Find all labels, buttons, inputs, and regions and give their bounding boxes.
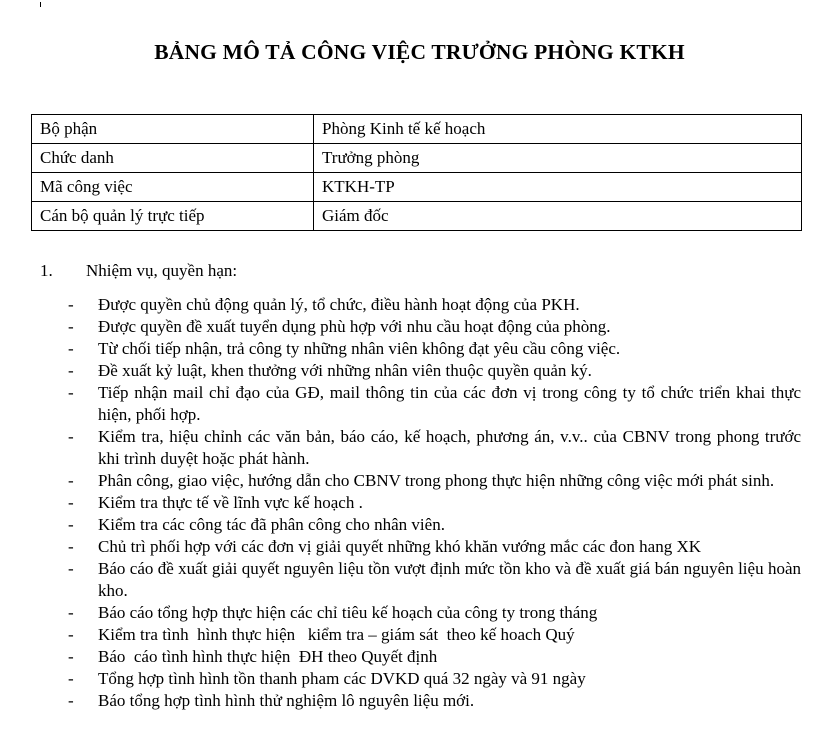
- section-number: 1.: [40, 261, 53, 280]
- bullet-dash: -: [68, 317, 74, 336]
- task-text: Đề xuất kỷ luật, khen thưởng với những nhân viên thuộc quyền quản ký.: [98, 361, 592, 380]
- task-text: Kiểm tra các công tác đã phân công cho nhân viên.: [98, 515, 445, 534]
- list-item: [66, 690, 801, 712]
- bullet-dash: -: [68, 669, 74, 688]
- bullet-dash: -: [68, 383, 74, 402]
- list-item: [66, 492, 801, 514]
- list-item: [66, 558, 801, 602]
- list-item: [66, 646, 801, 668]
- row-label-job-code: Mã công việc: [32, 173, 314, 202]
- bullet-dash: -: [68, 603, 74, 622]
- task-text: Tiếp nhận mail chỉ đạo của GĐ, mail thông tin của các đơn vị trong công ty tổ chức triển khai thực hiện, phối hợp.: [98, 383, 801, 424]
- task-text: Phân công, giao việc, hướng dẫn cho CBNV trong phong thực hiện những công việc mới phát sinh.: [98, 471, 775, 490]
- list-item: [66, 536, 801, 558]
- row-value-job-code: KTKH-TP: [314, 173, 802, 202]
- task-text: Chủ trì phối hợp với các đơn vị giải quyết những khó khăn vướng mắc các đon hang XK: [98, 537, 701, 556]
- page-corner-mark: [40, 2, 41, 7]
- document-title: BẢNG MÔ TẢ CÔNG VIỆC TRƯỞNG PHÒNG KTKH: [154, 40, 685, 64]
- task-text: Báo tổng hợp tình hình thử nghiệm lô nguyên liệu mới.: [98, 691, 475, 710]
- table-row: [32, 173, 802, 202]
- section-heading: [40, 260, 237, 282]
- list-item: [66, 426, 801, 470]
- list-item: [66, 470, 801, 492]
- bullet-dash: -: [68, 647, 74, 666]
- bullet-dash: -: [68, 493, 74, 512]
- task-text: Kiểm tra thực tế về lĩnh vực kế hoạch .: [98, 493, 363, 512]
- task-text: Báo cáo đề xuất giải quyết nguyên liệu tồn vượt định mức tồn kho và đề xuất giá bán nguyên liệu hoàn kho.: [98, 559, 801, 600]
- bullet-dash: -: [68, 559, 74, 578]
- bullet-dash: -: [68, 339, 74, 358]
- bullet-dash: -: [68, 515, 74, 534]
- row-label-direct-manager: Cán bộ quản lý trực tiếp: [32, 202, 314, 231]
- job-info-table: [31, 114, 802, 231]
- row-value-department: Phòng Kinh tế kế hoạch: [314, 115, 802, 144]
- bullet-dash: -: [68, 361, 74, 380]
- task-text: Được quyền đề xuất tuyển dụng phù hợp với nhu cầu hoạt động của phòng.: [98, 317, 611, 336]
- list-item: [66, 602, 801, 624]
- list-item: [66, 514, 801, 536]
- bullet-dash: -: [68, 295, 74, 314]
- bullet-dash: -: [68, 691, 74, 710]
- table-row: [32, 202, 802, 231]
- list-item: [66, 360, 801, 382]
- task-text: Được quyền chủ động quản lý, tổ chức, điều hành hoạt động của PKH.: [98, 295, 580, 314]
- row-label-department: Bộ phận: [32, 115, 314, 144]
- list-item: [66, 338, 801, 360]
- task-text: Kiểm tra tình hình thực hiện kiểm tra – giám sát theo kế hoach Quý: [98, 625, 575, 644]
- task-text: Từ chối tiếp nhận, trả công ty những nhân viên không đạt yêu cầu công việc.: [98, 339, 621, 358]
- bullet-dash: -: [68, 625, 74, 644]
- row-value-direct-manager: Giám đốc: [314, 202, 802, 231]
- table-row: [32, 144, 802, 173]
- task-text: Báo cáo tổng hợp thực hiện các chỉ tiêu kế hoạch của công ty trong tháng: [98, 603, 598, 622]
- task-list: [66, 294, 801, 712]
- bullet-dash: -: [68, 471, 74, 490]
- list-item: [66, 294, 801, 316]
- list-item: [66, 668, 801, 690]
- task-text: Tổng hợp tình hình tồn thanh pham các DVKD quá 32 ngày và 91 ngày: [98, 669, 586, 688]
- list-item: [66, 382, 801, 426]
- section-title: Nhiệm vụ, quyền hạn:: [86, 261, 238, 280]
- row-label-position: Chức danh: [32, 144, 314, 173]
- list-item: [66, 316, 801, 338]
- task-text: Kiểm tra, hiệu chỉnh các văn bản, báo cáo, kế hoạch, phương án, v.v.. của CBNV trong phong trước khi trình duyệt hoặc phát hành.: [98, 427, 801, 468]
- bullet-dash: -: [68, 427, 74, 446]
- row-value-position: Trưởng phòng: [314, 144, 802, 173]
- bullet-dash: -: [68, 537, 74, 556]
- task-text: Báo cáo tình hình thực hiện ĐH theo Quyết định: [98, 647, 438, 666]
- list-item: [66, 624, 801, 646]
- table-row: [32, 115, 802, 144]
